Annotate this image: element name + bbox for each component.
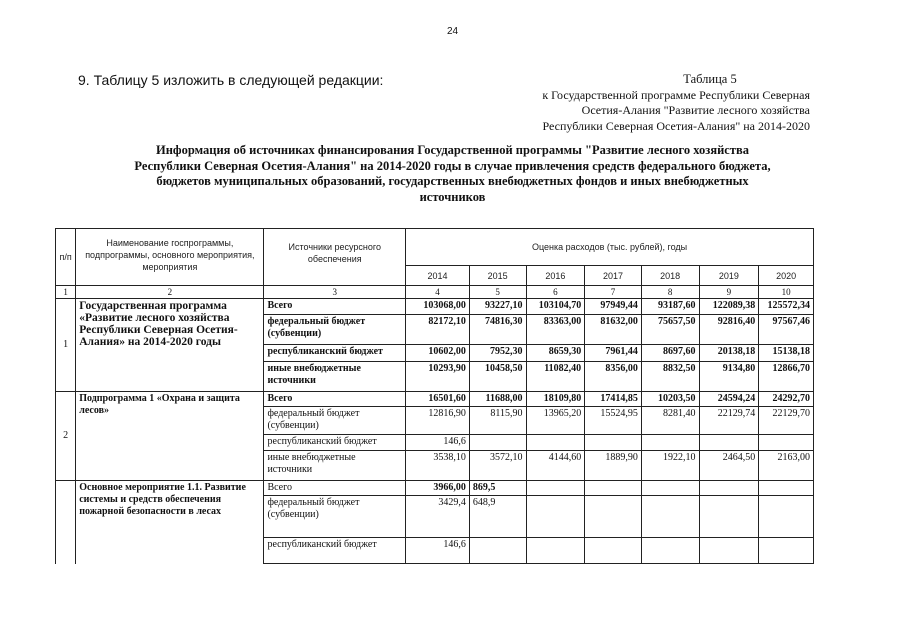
value-cell <box>699 435 759 451</box>
value-cell: 146,6 <box>406 538 470 564</box>
activity-name: Основное мероприятие 1.1. Развитие системы и средств обеспечения пожарной безопасности в лесах <box>76 481 264 564</box>
column-number: 4 <box>406 286 470 299</box>
value-cell <box>469 435 526 451</box>
heading-line: источников <box>419 189 486 204</box>
column-number: 10 <box>759 286 814 299</box>
value-cell: 8659,30 <box>526 345 585 362</box>
column-number: 8 <box>641 286 699 299</box>
value-cell: 17414,85 <box>585 392 642 407</box>
column-number: 9 <box>699 286 759 299</box>
value-cell: 122089,38 <box>699 299 759 315</box>
row-number: 1 <box>56 299 76 392</box>
heading-line: Республики Северная Осетия-Алания" на 2014-2020 годы в случае привлечения средств федерального бюджета, <box>134 158 771 173</box>
value-cell: 103068,00 <box>406 299 470 315</box>
intro-text: 9. Таблицу 5 изложить в следующей редакции: <box>78 72 384 88</box>
value-cell: 82172,10 <box>406 315 470 345</box>
value-cell: 16501,60 <box>406 392 470 407</box>
value-cell: 8281,40 <box>641 407 699 435</box>
value-cell <box>526 481 585 496</box>
value-cell: 11082,40 <box>526 362 585 392</box>
value-cell: 8832,50 <box>641 362 699 392</box>
value-cell: 2163,00 <box>759 451 814 481</box>
table-reference <box>510 72 810 134</box>
source-label: Всего <box>264 481 406 496</box>
value-cell: 1889,90 <box>585 451 642 481</box>
value-cell: 92816,40 <box>699 315 759 345</box>
reference-title: Таблица 5 <box>683 72 737 86</box>
value-cell: 81632,00 <box>585 315 642 345</box>
value-cell: 103104,70 <box>526 299 585 315</box>
value-cell <box>469 538 526 564</box>
program-name: Государственная программа «Развитие лесного хозяйства Республики Северная Осетия-Алания» на 2014-2020 годы <box>76 299 264 392</box>
value-cell: 125572,34 <box>759 299 814 315</box>
source-label: республиканский бюджет <box>264 345 406 362</box>
value-cell <box>585 538 642 564</box>
column-number: 6 <box>526 286 585 299</box>
value-cell: 8115,90 <box>469 407 526 435</box>
value-cell: 648,9 <box>469 496 526 538</box>
header-name: Наименование госпрограммы, подпрограммы, основного мероприятия, мероприятия <box>76 229 264 286</box>
value-cell: 2464,50 <box>699 451 759 481</box>
source-label: иные внебюджетные источники <box>264 451 406 481</box>
value-cell: 12866,70 <box>759 362 814 392</box>
value-cell: 20138,18 <box>699 345 759 362</box>
value-cell: 97949,44 <box>585 299 642 315</box>
value-cell: 22129,70 <box>759 407 814 435</box>
source-label: федеральный бюджет (субвенции) <box>264 315 406 345</box>
header-year: 2019 <box>699 266 759 286</box>
column-number: 2 <box>76 286 264 299</box>
value-cell: 9134,80 <box>699 362 759 392</box>
value-cell <box>699 496 759 538</box>
value-cell: 3538,10 <box>406 451 470 481</box>
source-label: Всего <box>264 299 406 315</box>
value-cell: 7961,44 <box>585 345 642 362</box>
value-cell: 146,6 <box>406 435 470 451</box>
value-cell: 3572,10 <box>469 451 526 481</box>
table-heading <box>80 143 825 205</box>
value-cell: 12816,90 <box>406 407 470 435</box>
value-cell: 13965,20 <box>526 407 585 435</box>
value-cell <box>641 481 699 496</box>
header-year: 2020 <box>759 266 814 286</box>
header-estimate: Оценка расходов (тыс. рублей), годы <box>406 229 814 266</box>
value-cell: 3966,00 <box>406 481 470 496</box>
value-cell <box>526 538 585 564</box>
value-cell <box>641 435 699 451</box>
value-cell: 11688,00 <box>469 392 526 407</box>
header-num: п/п <box>56 229 76 286</box>
value-cell: 10203,50 <box>641 392 699 407</box>
heading-line: Информация об источниках финансирования Государственной программы "Развитие лесного хозяйства <box>156 143 749 157</box>
value-cell: 8356,00 <box>585 362 642 392</box>
value-cell: 97567,46 <box>759 315 814 345</box>
header-source: Источники ресурсного обеспечения <box>264 229 406 286</box>
value-cell: 10293,90 <box>406 362 470 392</box>
value-cell: 93187,60 <box>641 299 699 315</box>
source-label: республиканский бюджет <box>264 538 406 564</box>
column-number: 3 <box>264 286 406 299</box>
value-cell <box>585 496 642 538</box>
column-number: 5 <box>469 286 526 299</box>
value-cell: 24292,70 <box>759 392 814 407</box>
value-cell: 22129,74 <box>699 407 759 435</box>
page-number: 24 <box>446 26 459 37</box>
subprogram-name: Подпрограмма 1 «Охрана и защита лесов» <box>76 392 264 481</box>
source-label: федеральный бюджет (субвенции) <box>264 496 406 538</box>
reference-line: Осетия-Алания "Развитие лесного хозяйства <box>581 103 810 117</box>
column-number: 7 <box>585 286 642 299</box>
source-label: федеральный бюджет (субвенции) <box>264 407 406 435</box>
source-label: республиканский бюджет <box>264 435 406 451</box>
value-cell: 93227,10 <box>469 299 526 315</box>
header-year: 2018 <box>641 266 699 286</box>
financing-table <box>55 228 814 564</box>
value-cell: 869,5 <box>469 481 526 496</box>
value-cell: 74816,30 <box>469 315 526 345</box>
value-cell: 15524,95 <box>585 407 642 435</box>
value-cell <box>526 435 585 451</box>
value-cell <box>699 538 759 564</box>
header-year: 2016 <box>526 266 585 286</box>
header-year: 2015 <box>469 266 526 286</box>
value-cell <box>526 496 585 538</box>
value-cell: 10602,00 <box>406 345 470 362</box>
source-label: иные внебюджетные источники <box>264 362 406 392</box>
heading-line: бюджетов муниципальных образований, государственных внебюджетных фондов и иных внебюджетных <box>156 174 749 188</box>
source-label: Всего <box>264 392 406 407</box>
value-cell <box>641 538 699 564</box>
value-cell <box>759 496 814 538</box>
header-year: 2017 <box>585 266 642 286</box>
reference-line: к Государственной программе Республики Северная <box>542 87 810 102</box>
row-number <box>56 481 76 564</box>
value-cell <box>585 481 642 496</box>
value-cell: 83363,00 <box>526 315 585 345</box>
value-cell <box>759 435 814 451</box>
value-cell <box>759 481 814 496</box>
value-cell: 75657,50 <box>641 315 699 345</box>
reference-line: Республики Северная Осетия-Алания" на 2014-2020 <box>542 118 810 133</box>
value-cell: 8697,60 <box>641 345 699 362</box>
header-year: 2014 <box>406 266 470 286</box>
value-cell <box>699 481 759 496</box>
value-cell: 7952,30 <box>469 345 526 362</box>
value-cell <box>759 538 814 564</box>
value-cell: 4144,60 <box>526 451 585 481</box>
value-cell: 18109,80 <box>526 392 585 407</box>
value-cell: 3429,4 <box>406 496 470 538</box>
value-cell: 24594,24 <box>699 392 759 407</box>
value-cell <box>585 435 642 451</box>
row-number: 2 <box>56 392 76 481</box>
column-number: 1 <box>56 286 76 299</box>
value-cell <box>641 496 699 538</box>
value-cell: 1922,10 <box>641 451 699 481</box>
value-cell: 10458,50 <box>469 362 526 392</box>
value-cell: 15138,18 <box>759 345 814 362</box>
